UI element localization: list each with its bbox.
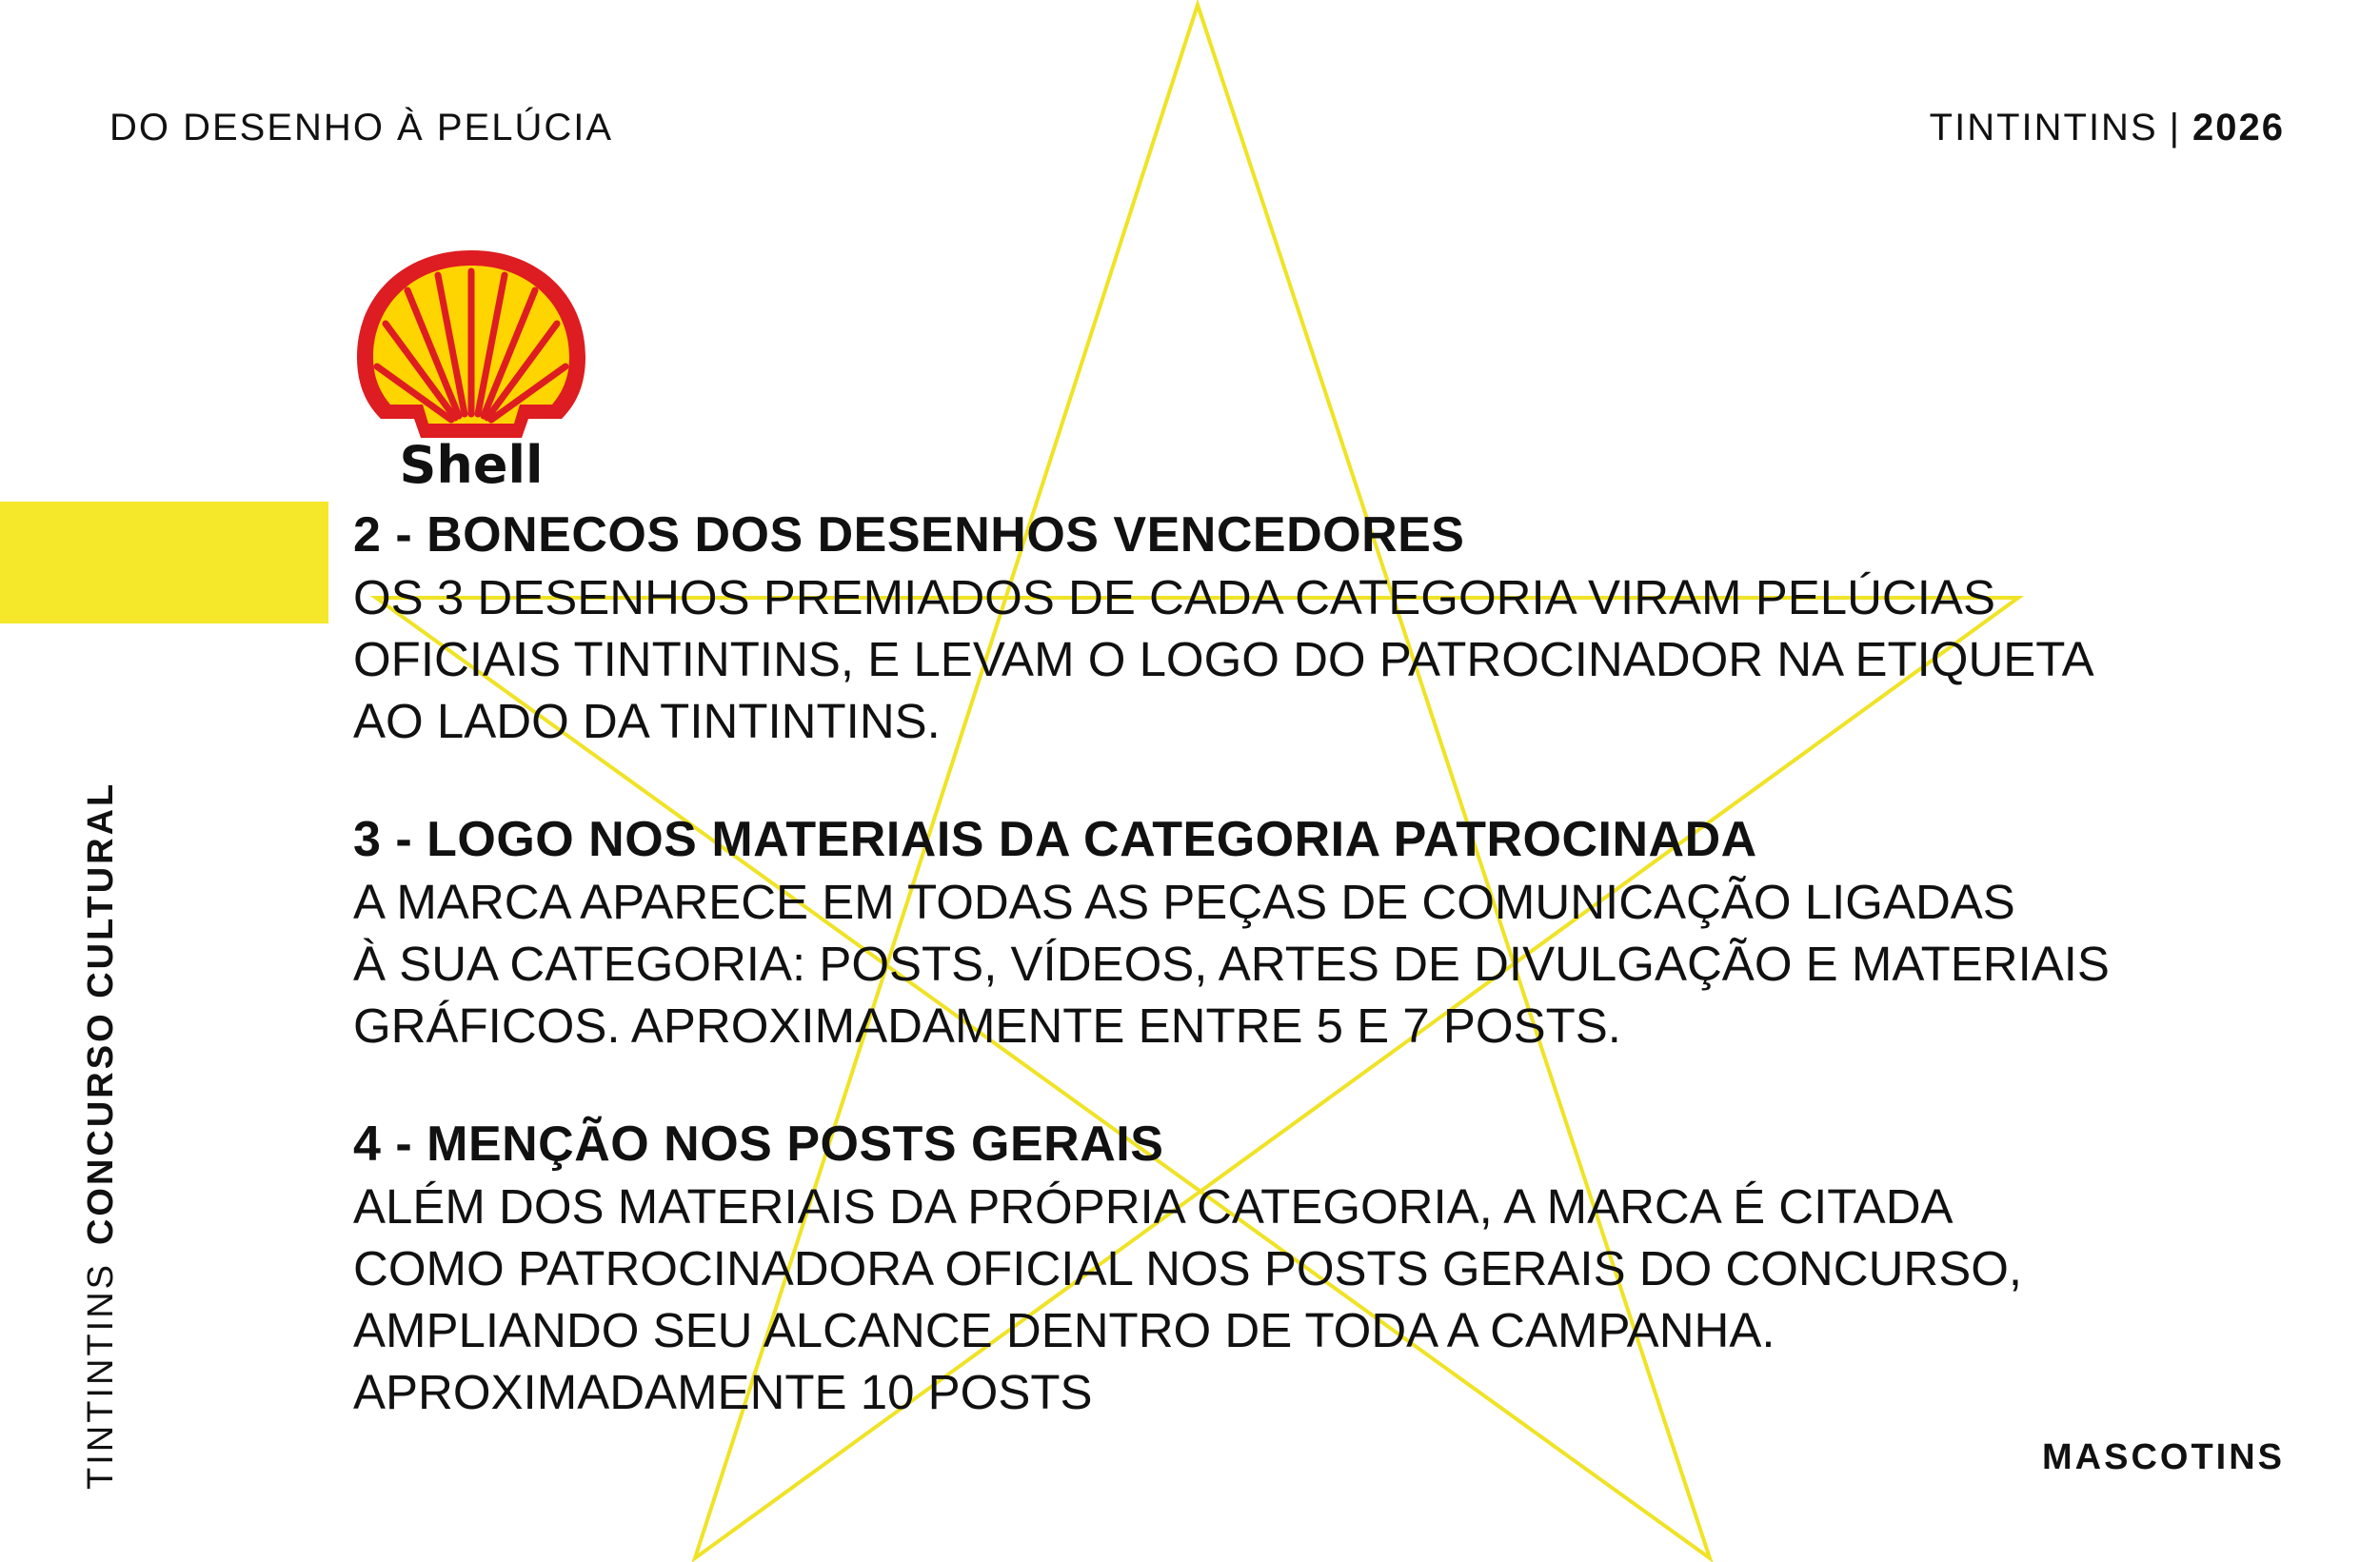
benefit-title: 3 - LOGO NOS MATERIAIS DA CATEGORIA PATROCINADA	[353, 812, 1757, 867]
side-label-brand: TINTINTINS	[81, 1262, 121, 1490]
benefit-section-3	[353, 809, 2219, 1057]
footer-brand: MASCOTINS	[2042, 1437, 2285, 1477]
benefit-title: 2 - BONECOS DOS DESENHOS VENCEDORES	[353, 507, 1465, 563]
yellow-accent-bar	[0, 502, 328, 623]
benefit-body: A MARCA APARECE EM TODAS AS PEÇAS DE COMUNICAÇÃO LIGADAS À SUA CATEGORIA: POSTS, VÍDEOS, ARTES DE DIVULGAÇÃO E MATERIAIS GRÁFICOS. APROXIMADAMENTE ENTRE 5 E 7 POSTS.	[353, 875, 2110, 1053]
header-year: 2026	[2192, 107, 2285, 148]
shell-logo	[352, 243, 590, 490]
benefit-body: OS 3 DESENHOS PREMIADOS DE CADA CATEGORIA VIRAM PELÚCIAS OFICIAIS TINTINTINS, E LEVAM O LOGO DO PATROCINADOR NA ETIQUETA AO LADO DA TINTINTINS.	[353, 570, 2094, 748]
header-separator: |	[2169, 107, 2182, 148]
header-brand-year	[1930, 107, 2285, 149]
header-subtitle: DO DESENHO À PELÚCIA	[109, 107, 614, 148]
benefit-body: ALÉM DOS MATERIAIS DA PRÓPRIA CATEGORIA, A MARCA É CITADA COMO PATROCINADORA OFICIAL NOS POSTS GERAIS DO CONCURSO, AMPLIANDO SEU ALCANCE DENTRO DE TODA A CAMPANHA. APROXIMADAMENTE 10 POSTS	[353, 1179, 2023, 1419]
side-label-title: CONCURSO CULTURAL	[81, 781, 121, 1246]
sponsor-benefits	[353, 504, 2219, 1480]
benefit-section-4	[353, 1114, 2219, 1423]
shell-wordmark: Shell	[399, 435, 544, 490]
header-brand: TINTINTINS	[1929, 107, 2158, 148]
benefit-section-2	[353, 504, 2219, 752]
benefit-title: 4 - MENÇÃO NOS POSTS GERAIS	[353, 1117, 1164, 1172]
side-label	[81, 781, 122, 1490]
